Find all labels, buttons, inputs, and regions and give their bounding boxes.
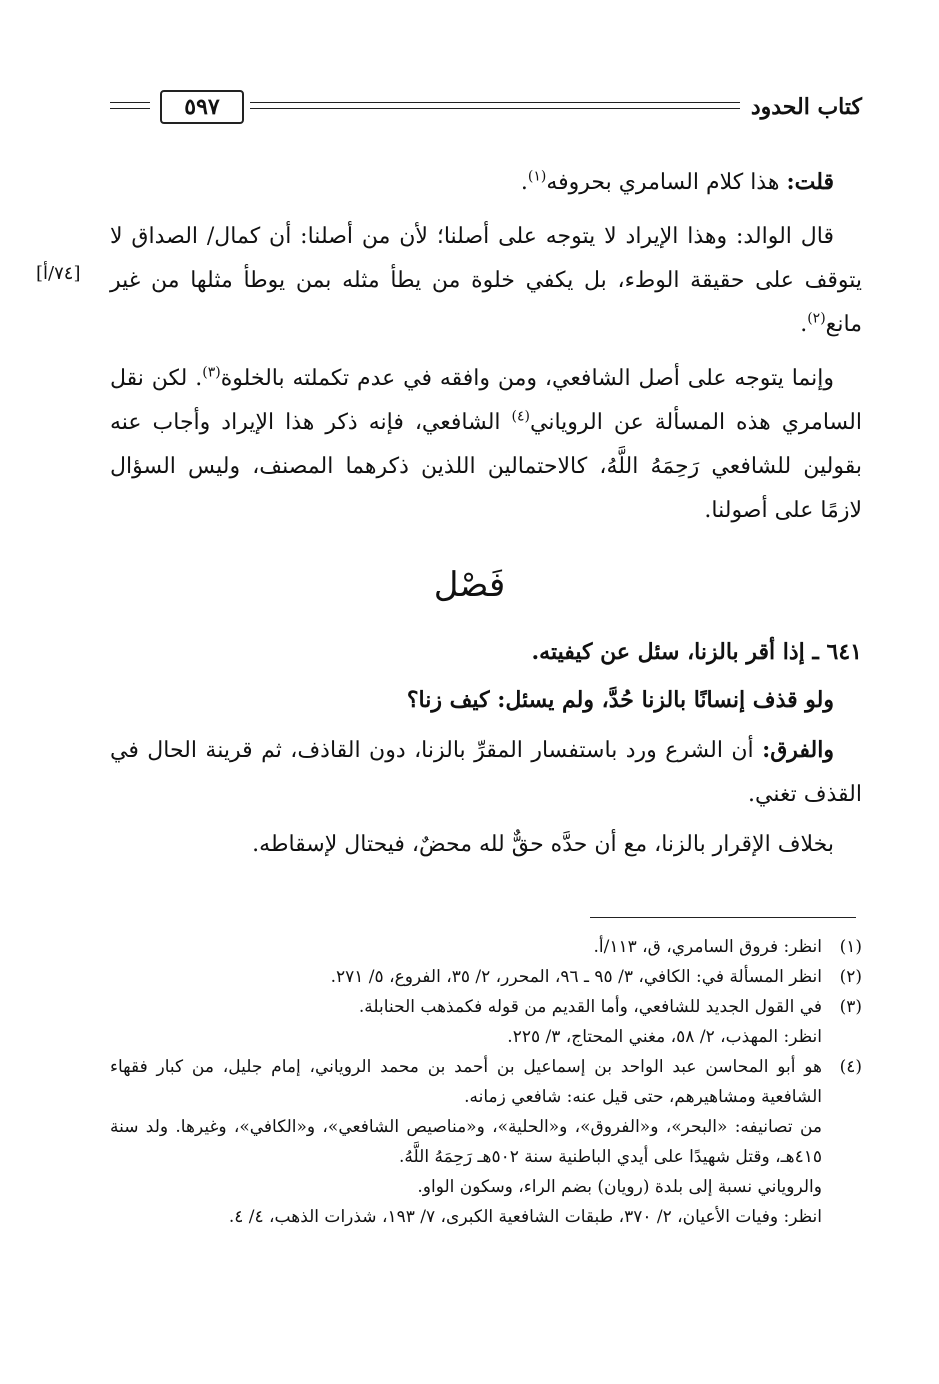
difference-lead: والفرق: — [762, 737, 834, 763]
footnote-body — [110, 962, 822, 992]
footnote-3 — [110, 992, 862, 1052]
footnote-4 — [110, 1052, 862, 1232]
footnote-number: (٢) — [839, 967, 862, 987]
paragraph-1-end: . — [520, 170, 528, 195]
footnote-separator — [590, 917, 856, 918]
page-number: ٥٩٧ — [160, 90, 244, 124]
problem-line-2: ولو قذف إنسانًا بالزنا حُدَّ، ولم يسئل: كيف زنا؟ — [406, 687, 834, 713]
header-rule-right-2 — [250, 108, 740, 109]
paragraph-2-end: . — [800, 312, 808, 337]
paragraph-3-text-c: الشافعي، فإنه ذكر هذا الإيراد وأجاب عنه بقولين للشافعي رَحِمَهُ اللَّهُ، كالاحتمالين اللذين ذكرهما المصنف، وليس السؤال لازمًا على أصولنا. — [110, 410, 862, 523]
problem-641 — [110, 630, 862, 867]
footnote-line: هو أبو المحاسن عبد الواحد بن إسماعيل بن أحمد بن محمد الروياني، إمام جليل، من كبار فقهاء الشافعية ومشاهيرهم، حتى قيل عنه: شافعي زمانه. — [110, 1057, 822, 1107]
difference-text: أن الشرع ورد باستفسار المقرِّ بالزنا، دون القاذف، ثم قرينة الحال في القذف تغني. — [110, 738, 862, 807]
footnote-line: انظر: المهذب، ٢/ ٥٨، مغني المحتاج، ٣/ ٢٢٥. — [507, 1027, 822, 1047]
footnote-line: انظر: فروق السامري، ق، ١١٣/أ. — [593, 937, 822, 957]
paragraph-2-text: قال الوالد: وهذا الإيراد لا يتوجه على أصلنا؛ لأن من أصلنا: أن كمال/ الصداق لا يتوقف على حقيقة الوطء، بل يكفي خلوة من يطأ مثله بمن يوطأ مثلها من غير مانع — [110, 224, 862, 337]
page-header — [110, 88, 862, 128]
footnote-ref-1: (١) — [527, 168, 547, 185]
footnote-2 — [110, 962, 862, 992]
paragraph-3 — [110, 357, 862, 533]
footnote-ref-2: (٢) — [807, 310, 826, 327]
problem-line-4: بخلاف الإقرار بالزنا، مع أن حدَّه حقٌّ لله محضٌ، فيحتال لإسقاطه. — [252, 832, 834, 857]
paragraph-2 — [110, 215, 862, 347]
footnote-number: (٣) — [839, 997, 862, 1017]
main-text — [110, 160, 862, 533]
footnote-body — [110, 1052, 822, 1232]
margin-manuscript-reference: [٧٤/أ] — [36, 263, 81, 284]
footnote-number: (١) — [839, 937, 862, 957]
footnote-1 — [110, 932, 862, 962]
footnotes — [110, 932, 862, 1232]
header-rule-left-2 — [110, 108, 150, 109]
paragraph-1-lead: قلت: — [786, 169, 834, 195]
footnote-body — [110, 932, 822, 962]
footnote-number: (٤) — [839, 1057, 862, 1077]
paragraph-3-text-b: . لكن نقل السامري هذه المسألة عن الروياني — [110, 366, 862, 435]
footnote-body — [110, 992, 822, 1052]
problem-line-1: ٦٤١ ـ إذا أقر بالزنا، سئل عن كيفيته. — [531, 639, 862, 665]
footnote-ref-3: (٣) — [202, 364, 221, 381]
running-title: كتاب الحدود — [750, 94, 862, 120]
footnote-ref-4: (٤) — [511, 408, 530, 425]
header-rule-left-1 — [110, 102, 150, 103]
paragraph-1-text: هذا كلام السامري بحروفه — [546, 170, 780, 195]
footnote-line: في القول الجديد للشافعي، وأما القديم من قوله فكمذهب الحنابلة. — [358, 997, 822, 1017]
footnote-line: انظر المسألة في: الكافي، ٣/ ٩٥ ـ ٩٦، المحرر، ٢/ ٣٥، الفروع، ٥/ ٢٧١. — [330, 967, 822, 987]
paragraph-1 — [110, 160, 862, 205]
header-rule-right-1 — [250, 102, 740, 103]
section-heading: فَصْل — [433, 565, 506, 605]
footnote-line: انظر: وفيات الأعيان، ٢/ ٣٧٠، طبقات الشافعية الكبرى، ٧/ ١٩٣، شذرات الذهب، ٤/ ٤. — [228, 1207, 822, 1227]
footnote-line: من تصانيفه: «البحر»، و«الفروق»، و«الحلية»، و«مناصيص الشافعي»، و«الكافي»، وغيرها. ولد سنة ٤١٥هـ، وقتل شهيدًا على أيدي الباطنية سنة ٥٠٢هـ رَحِمَهُ اللَّهُ. — [110, 1117, 822, 1167]
paragraph-3-text-a: وإنما يتوجه على أصل الشافعي، ومن وافقه في عدم تكملته بالخلوة — [220, 366, 834, 391]
footnote-line: والروياني نسبة إلى بلدة (رويان) بضم الراء، وسكون الواو. — [417, 1177, 822, 1197]
difference-paragraph — [110, 728, 862, 817]
